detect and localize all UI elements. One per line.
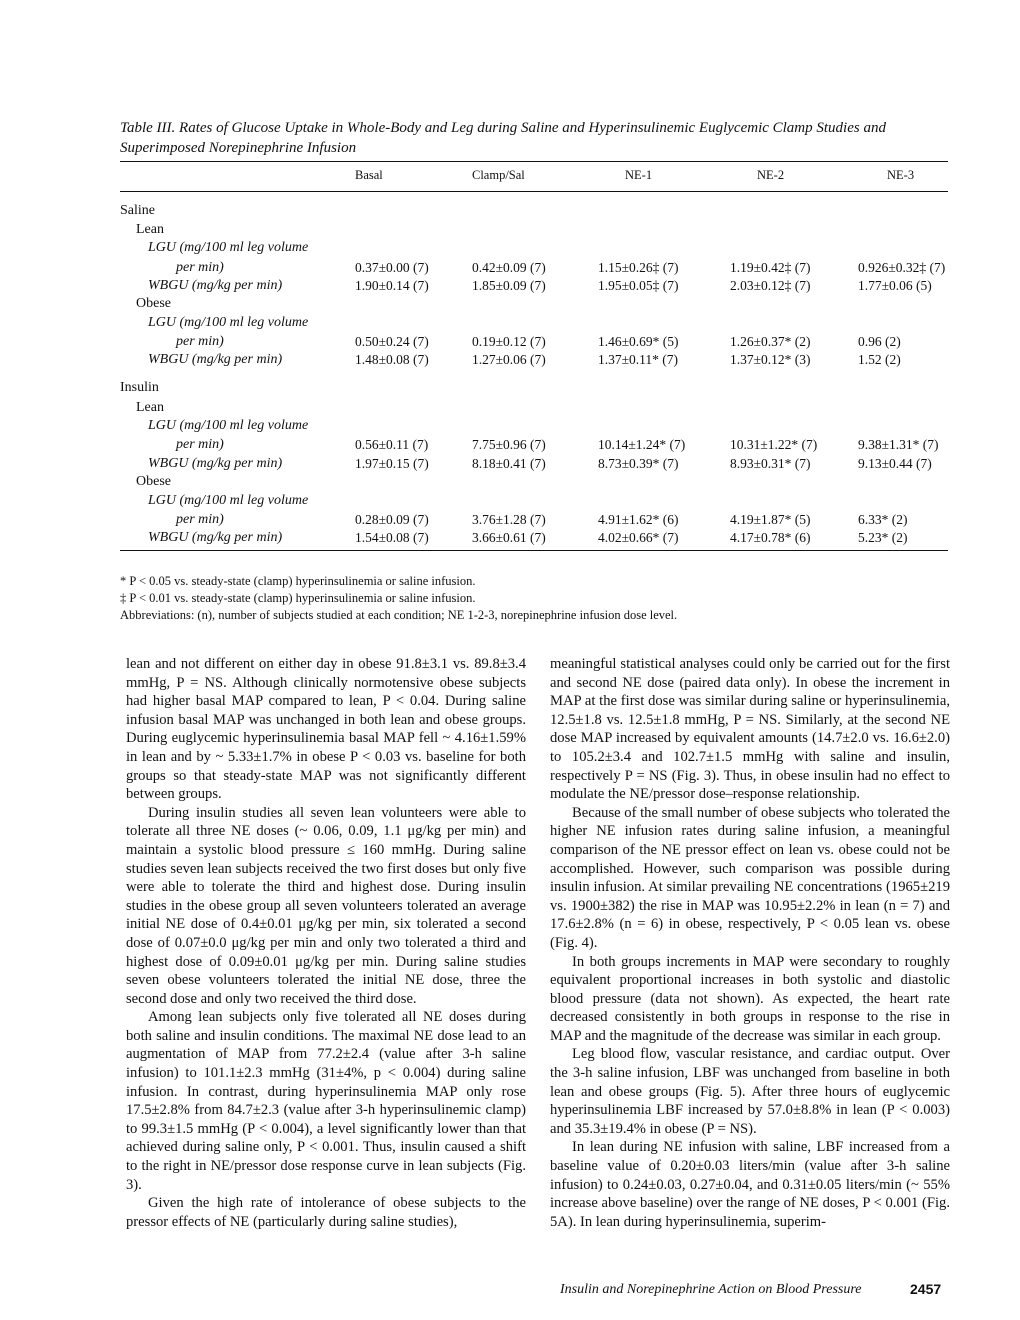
paragraph: lean and not different on either day in obese 91.8±3.1 vs. 89.8±3.4 mmHg, P = NS. Although clinically normotensive obese subjects had higher basal MAP compared to lean, P < 0.04. During saline infusion basal MAP was unchanged in both lean and obese groups. During euglycemic hyperinsulinemia basal MAP fell ~ 4.16±1.59% in lean and by ~ 5.33±1.7% in obese P < 0.03 vs. baseline for both groups so that steady-state MAP was not significantly different between groups. (126, 656, 526, 803)
table-cell: 1.95±0.05‡ (7) (598, 278, 679, 293)
table-bottom-rule (120, 550, 948, 551)
table-header-rule (120, 191, 948, 192)
table-cell: 10.14±1.24* (7) (598, 437, 686, 452)
table-cell: 1.37±0.11* (7) (598, 352, 679, 367)
table-cell: 0.28±0.09 (7) (355, 512, 429, 527)
table-cell: 8.73±0.39* (7) (598, 456, 679, 471)
group-lean: Lean (136, 222, 164, 237)
table-cell: 7.75±0.96 (7) (472, 437, 546, 452)
paragraph: In both groups increments in MAP were secondary to roughly equivalent proportional increases in both systolic and diastolic blood pressure (data not shown). As expected, the heart rate decreased consistently in both groups in response to the rise in MAP and the magnitude of the decrease was similar in each group. (550, 953, 950, 1044)
column-header-basal: Basal (355, 168, 383, 182)
table-cell: 1.15±0.26‡ (7) (598, 260, 679, 275)
row-label-lgu-cont: per min) (176, 260, 224, 275)
row-label-lgu-cont: per min) (176, 512, 224, 527)
table-cell: 4.17±0.78* (6) (730, 530, 811, 545)
paragraph: Leg blood flow, vascular resistance, and cardiac output. Over the 3-h saline infusion, LBF was unchanged from baseline in both lean and obese groups (Fig. 5). After three hours of euglycemic hyperinsulinemia LBF increased by 57.0±8.8% in lean (P < 0.003) and 35.3±19.4% in obese (P = NS). (550, 1046, 950, 1137)
table-cell: 0.926±0.32‡ (7) (858, 260, 946, 275)
row-label-lgu-cont: per min) (176, 437, 224, 452)
footnote-abbreviations: Abbreviations: (n), number of subjects studied at each condition; NE 1-2-3, norepinephrine infusion dose level. (120, 608, 678, 622)
table-cell: 8.93±0.31* (7) (730, 456, 811, 471)
table-top-rule (120, 161, 948, 162)
table-cell: 0.19±0.12 (7) (472, 334, 546, 349)
row-label-lgu: LGU (mg/100 ml leg volume (148, 418, 309, 433)
table-cell: 10.31±1.22* (7) (730, 437, 818, 452)
row-label-lgu: LGU (mg/100 ml leg volume (148, 493, 309, 508)
table-cell: 1.85±0.09 (7) (472, 278, 546, 293)
section-saline: Saline (120, 203, 155, 218)
column-header-clamp-sal: Clamp/Sal (472, 168, 525, 182)
column-header-ne-1: NE-1 (625, 168, 653, 182)
row-label-lgu: LGU (mg/100 ml leg volume (148, 315, 309, 330)
table-cell: 0.96 (2) (858, 334, 901, 349)
section-insulin: Insulin (120, 380, 159, 395)
table-cell: 1.54±0.08 (7) (355, 530, 429, 545)
table-cell: 3.66±0.61 (7) (472, 530, 546, 545)
table-cell: 1.46±0.69* (5) (598, 334, 679, 349)
table-cell: 8.18±0.41 (7) (472, 456, 546, 471)
column-header-ne-2: NE-2 (757, 168, 785, 182)
table-cell: 1.52 (2) (858, 352, 901, 367)
row-label-lgu-cont: per min) (176, 334, 224, 349)
footnote-p05: * P < 0.05 vs. steady-state (clamp) hyperinsulinemia or saline infusion. (120, 574, 476, 588)
table-cell: 1.27±0.06 (7) (472, 352, 546, 367)
table-cell: 9.13±0.44 (7) (858, 456, 932, 471)
table-cell: 1.97±0.15 (7) (355, 456, 429, 471)
table-cell: 6.33* (2) (858, 512, 908, 527)
table-cell: 4.91±1.62* (6) (598, 512, 679, 527)
column-header-ne-3: NE-3 (887, 168, 915, 182)
group-obese: Obese (136, 474, 171, 489)
table-caption: Table III. Rates of Glucose Uptake in Whole-Body and Leg during Saline and Hyperinsulinemic Euglycemic Clamp Studies and Superimposed Norepinephrine Infusion (120, 120, 886, 156)
table-cell: 1.48±0.08 (7) (355, 352, 429, 367)
body-right-column (550, 655, 950, 1231)
paragraph: meaningful statistical analyses could only be carried out for the first and second NE dose (paired data only). In obese the increment in MAP at the first dose was similar during saline or hyperinsulinemia, 12.5±1.8 vs. 12.5±1.8 mmHg, P = NS. Similarly, at the second NE dose MAP increased by equivalent amounts (14.7±2.0 vs. 16.6±2.0) to 105.2±3.4 and 102.7±1.5 mmHg with saline and insulin, respectively P = NS (Fig. 3). Thus, in obese insulin had no effect to modulate the NE/pressor dose–response relationship. (550, 656, 950, 803)
table-cell: 1.90±0.14 (7) (355, 278, 429, 293)
paragraph: During insulin studies all seven lean volunteers were able to tolerate all three NE doses (~ 0.06, 0.09, 1.1 μg/kg per min) and maintain a systolic blood pressure ≤ 160 mmHg. During saline studies seven lean subjects received the two first doses but only five were able to tolerate the third and highest dose. During insulin studies in the obese group all seven volunteers tolerated an average initial NE dose of 0.4±0.01 μg/kg per min, six tolerated a second dose of 0.07±0.0 μg/kg per min and only two tolerated a third and highest dose of 0.09±0.01 μg/kg per min. During saline studies seven obese volunteers tolerated the initial NE dose, three the second dose and only two received the third dose. (126, 804, 526, 1007)
table-cell: 0.42±0.09 (7) (472, 260, 546, 275)
table-cell: 9.38±1.31* (7) (858, 437, 939, 452)
row-label-wbgu: WBGU (mg/kg per min) (148, 456, 283, 471)
group-lean: Lean (136, 400, 164, 415)
row-label-lgu: LGU (mg/100 ml leg volume (148, 240, 309, 255)
body-left-column (126, 655, 526, 1231)
paragraph: Because of the small number of obese subjects who tolerated the higher NE infusion rates during saline infusion, a meaningful comparison of the NE pressor effect on lean vs. obese could not be accomplished. However, such comparison was possible during insulin infusion. At similar prevailing NE concentrations (1965±219 vs. 1900±382) the rise in MAP was 10.95±2.2% in lean (n = 7) and 17.6±2.8% (n = 6) in obese, respectively, P < 0.05 lean vs. obese (Fig. 4). (550, 804, 950, 951)
table-cell: 1.19±0.42‡ (7) (730, 260, 811, 275)
table-cell: 1.26±0.37* (2) (730, 334, 811, 349)
table-cell: 0.56±0.11 (7) (355, 437, 429, 452)
paragraph: Among lean subjects only five tolerated all NE doses during both saline and insulin conditions. The maximal NE dose lead to an augmentation of MAP from 77.2±2.4 (value after 3-h saline infusion) to 101.1±2.3 mmHg (31±4%, p < 0.004) during saline infusion. In contrast, during hyperinsulinemia MAP only rose 17.5±2.8% from 84.7±2.3 (value after 3-h hyperinsulinemic clamp) to 99.3±1.5 mmHg (P < 0.004), a level significantly lower than that achieved during saline only, P < 0.001. Thus, insulin caused a shift to the right in NE/pressor dose response curve in lean subjects (Fig. 3). (126, 1009, 526, 1193)
table-cell: 4.02±0.66* (7) (598, 530, 679, 545)
running-title: Insulin and Norepinephrine Action on Blood Pressure (560, 1282, 862, 1297)
table-cell: 1.77±0.06 (5) (858, 278, 932, 293)
table-cell: 5.23* (2) (858, 530, 908, 545)
footnote-p01: ‡ P < 0.01 vs. steady-state (clamp) hyperinsulinemia or saline infusion. (120, 591, 476, 605)
row-label-wbgu: WBGU (mg/kg per min) (148, 352, 283, 367)
row-label-wbgu: WBGU (mg/kg per min) (148, 278, 283, 293)
paragraph: Given the high rate of intolerance of obese subjects to the pressor effects of NE (particularly during saline studies), (126, 1195, 526, 1230)
paragraph: In lean during NE infusion with saline, LBF increased from a baseline value of 0.20±0.03 liters/min (value after 3-h saline infusion) to 0.24±0.03, 0.27±0.04, and 0.31±0.05 liters/min (~ 55% increase above baseline) over the range of NE doses, P < 0.001 (Fig. 5A). In lean during hyperinsulinemia, superim- (550, 1139, 950, 1230)
page-number: 2457 (910, 1281, 942, 1297)
row-label-wbgu: WBGU (mg/kg per min) (148, 530, 283, 545)
table-cell: 4.19±1.87* (5) (730, 512, 811, 527)
table-cell: 3.76±1.28 (7) (472, 512, 546, 527)
table-cell: 0.37±0.00 (7) (355, 260, 429, 275)
table-cell: 2.03±0.12‡ (7) (730, 278, 811, 293)
table-cell: 1.37±0.12* (3) (730, 352, 811, 367)
group-obese: Obese (136, 296, 171, 311)
table-cell: 0.50±0.24 (7) (355, 334, 429, 349)
